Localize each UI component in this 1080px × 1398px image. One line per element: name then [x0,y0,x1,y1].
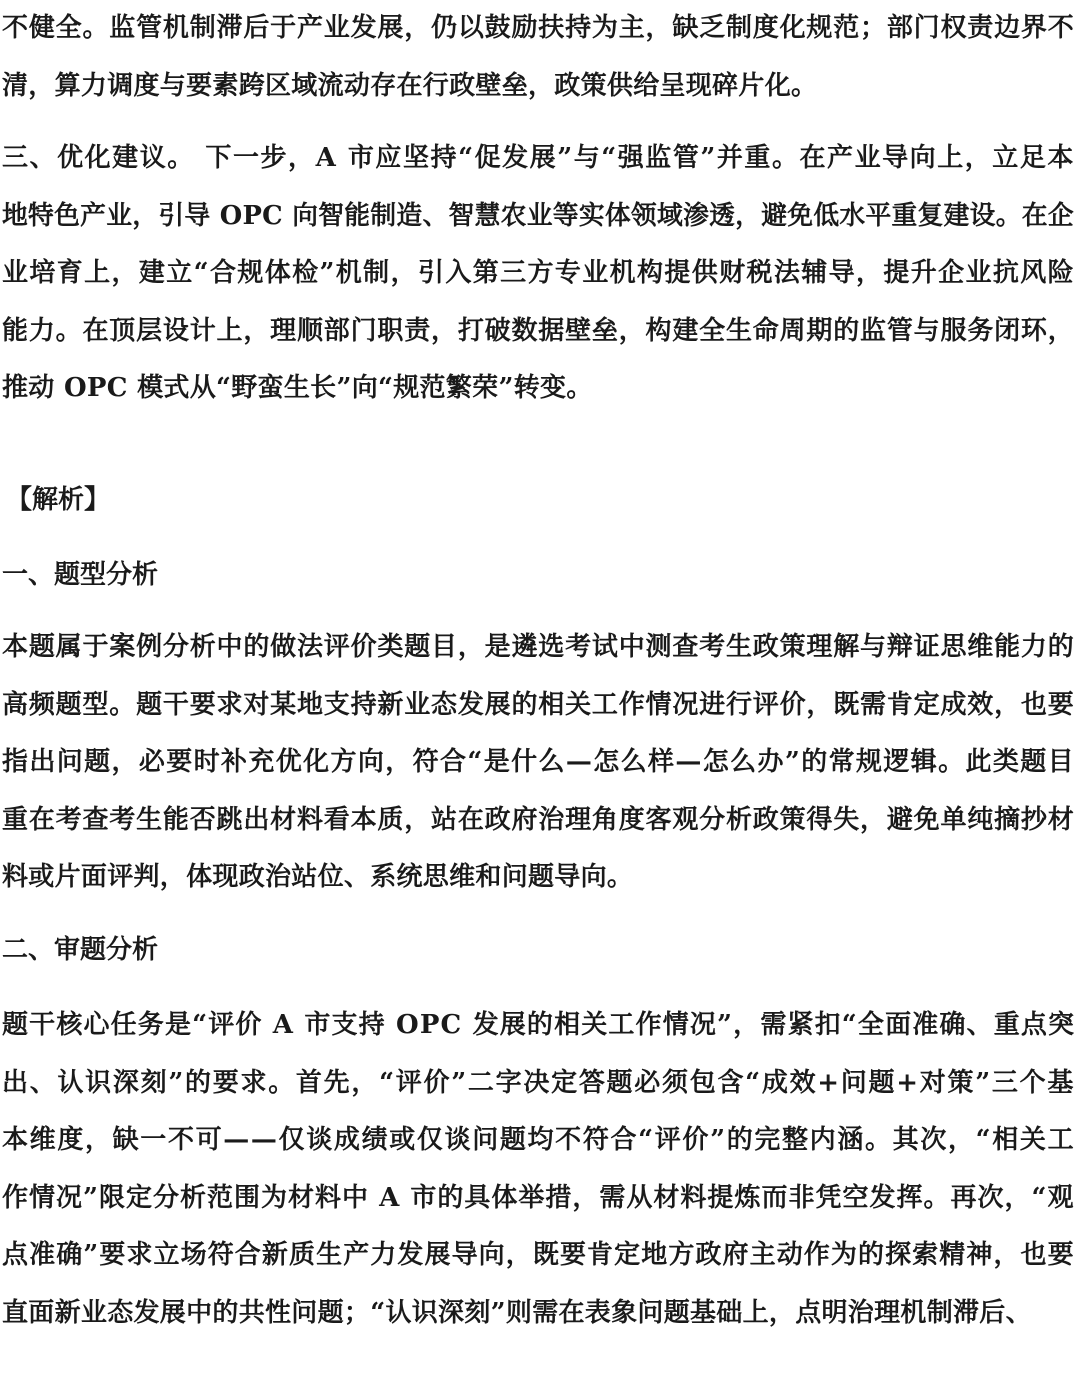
text-line: 高频题型。题干要求对某地支持新业态发展的相关工作情况进行评价，既需肯定成效，也要 [2,689,1075,720]
paragraph-type-analysis [2,619,1074,907]
text-line: 题干核心任务是“评价 A 市支持 OPC 发展的相关工作情况”，需紧扣“全面准确、重点突 [2,1010,1076,1040]
section-heading-review-analysis: 二、审题分析 [2,935,159,965]
text-line: 点准确”要求立场符合新质生产力发展导向，既要肯定地方政府主动作为的探索精神，也要 [2,1240,1075,1270]
text-line: 三、优化建议。 下一步，A 市应坚持“促发展”与“强监管”并重。在产业导向上，立足本 [2,143,1075,173]
analysis-label: 【解析】 [6,485,111,515]
text-line: 出、认识深刻”的要求。首先，“评价”二字决定答题必须包含“成效+问题+对策”三个基 [2,1067,1076,1098]
text-line: 作情况”限定分析范围为材料中 A 市的具体举措，需从材料提炼而非凭空发挥。再次，“观 [2,1182,1075,1213]
text-line: 本维度，缺一不可——仅谈成绩或仅谈问题均不符合“评价”的完整内涵。其次，“相关工 [2,1125,1076,1155]
paragraph-review-analysis [2,997,1074,1342]
text-line: 指出问题，必要时补充优化方向，符合“是什么—怎么样—怎么办”的常规逻辑。此类题目 [2,747,1075,777]
paragraph-suggestions [2,130,1074,418]
text-line: 重在考查考生能否跳出材料看本质，站在政府治理角度客观分析政策得失，避免单纯摘抄材 [2,804,1075,835]
text-line: 料或片面评判，体现政治站位、系统思维和问题导向。 [2,862,634,892]
text-line: 清，算力调度与要素跨区域流动存在行政壁垒，政策供给呈现碎片化。 [2,70,818,101]
text-line: 直面新业态发展中的共性问题；“认识深刻”则需在表象问题基础上，点明治理机制滞后、 [2,1297,1032,1328]
text-line: 不健全。监管机制滞后于产业发展，仍以鼓励扶持为主，缺乏制度化规范；部门权责边界不 [2,13,1075,43]
text-line: 业培育上，建立“合规体检”机制，引入第三方专业机构提供财税法辅导，提升企业抗风险 [2,258,1075,288]
text-line: 推动 OPC 模式从“野蛮生长”向“规范繁荣”转变。 [2,373,593,403]
text-line: 能力。在顶层设计上，理顺部门职责，打破数据壁垒，构建全生命周期的监管与服务闭环， [2,315,1075,346]
text-line: 本题属于案例分析中的做法评价类题目，是遴选考试中测查考生政策理解与辩证思维能力的 [2,632,1075,662]
paragraph-top [2,0,1074,115]
text-line: 地特色产业，引导 OPC 向智能制造、智慧农业等实体领域渗透，避免低水平重复建设。在企 [2,200,1074,231]
section-heading-type-analysis: 一、题型分析 [2,560,159,590]
